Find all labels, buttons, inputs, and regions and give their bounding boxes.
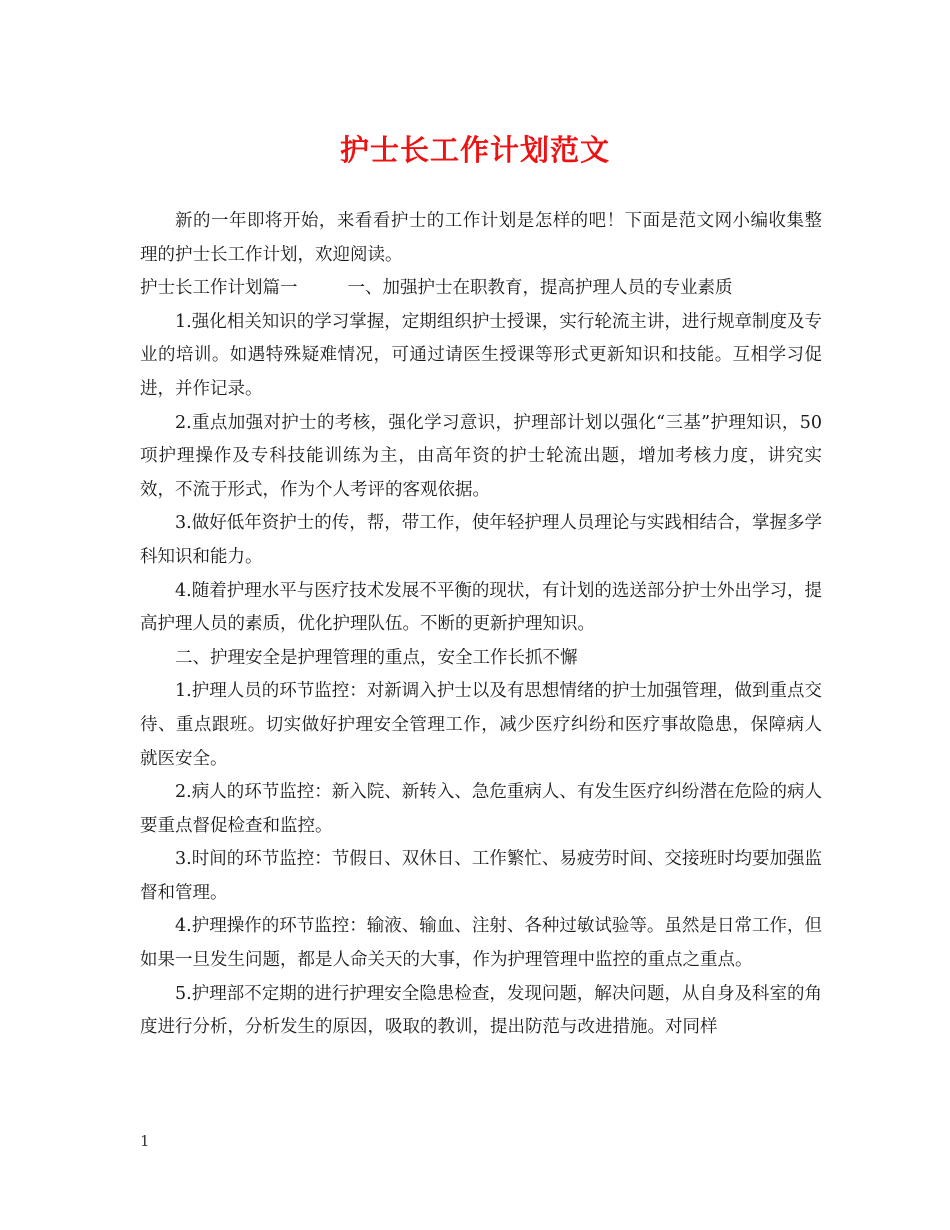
document-title: 护士长工作计划范文	[339, 133, 610, 167]
paragraph-1-4: 4.随着护理水平与医疗技术发展不平衡的现状，有计划的选送部分护士外出学习，提高护理人员的素质，优化护理队伍。不断的更新护理知识。	[140, 580, 822, 635]
paragraph-2-4: 4.护理操作的环节监控：输液、输血、注射、各种过敏试验等。虽然是日常工作，但如果一旦发生问题，都是人命关天的大事，作为护理管理中监控的重点之重点。	[140, 916, 822, 971]
document-body	[140, 205, 822, 1045]
paragraph-2-3: 3.时间的环节监控：节假日、双休日、工作繁忙、易疲劳时间、交接班时均要加强监督和管理。	[140, 849, 822, 903]
paragraph-1-1: 1.强化相关知识的学习掌握，定期组织护士授课，实行轮流主讲，进行规章制度及专业的培训。如遇特殊疑难情况，可通过请医生授课等形式更新知识和技能。互相学习促进，并作记录。	[140, 311, 822, 399]
section-heading-line	[140, 272, 822, 306]
page-number: 1	[140, 1132, 150, 1150]
section-title: 护士长工作计划篇一	[140, 278, 298, 299]
paragraph-2-5: 5.护理部不定期的进行护理安全隐患检查，发现问题，解决问题，从自身及科室的角度进行分析，分析发生的原因，吸取的教训，提出防范与改进措施。对同样	[140, 983, 822, 1038]
paragraph-1-3: 3.做好低年资护士的传，帮，带工作，使年轻护理人员理论与实践相结合，掌握多学科知识和能力。	[140, 513, 822, 567]
paragraph-2-1: 1.护理人员的环节监控：对新调入护士以及有思想情绪的护士加强管理，做到重点交待、重点跟班。切实做好护理安全管理工作，减少医疗纠纷和医疗事故隐患，保障病人就医安全。	[140, 681, 822, 769]
paragraph-1-2: 2.重点加强对护士的考核，强化学习意识，护理部计划以强化“三基”护理知识，50项护理操作及专科技能训练为主，由高年资的护士轮流出题，增加考核力度，讲究实效，不流于形式，作为个人考评的客观依据。	[140, 412, 822, 500]
section-subtitle: 一、加强护士在职教育，提高护理人员的专业素质	[347, 278, 733, 299]
intro-paragraph: 新的一年即将开始，来看看护士的工作计划是怎样的吧！下面是范文网小编收集整理的护士长工作计划，欢迎阅读。	[140, 211, 822, 265]
paragraph-2-2: 2.病人的环节监控：新入院、新转入、急危重病人、有发生医疗纠纷潜在危险的病人要重点督促检查和监控。	[140, 782, 822, 836]
section-heading-2: 二、护理安全是护理管理的重点，安全工作长抓不懈	[175, 647, 578, 668]
